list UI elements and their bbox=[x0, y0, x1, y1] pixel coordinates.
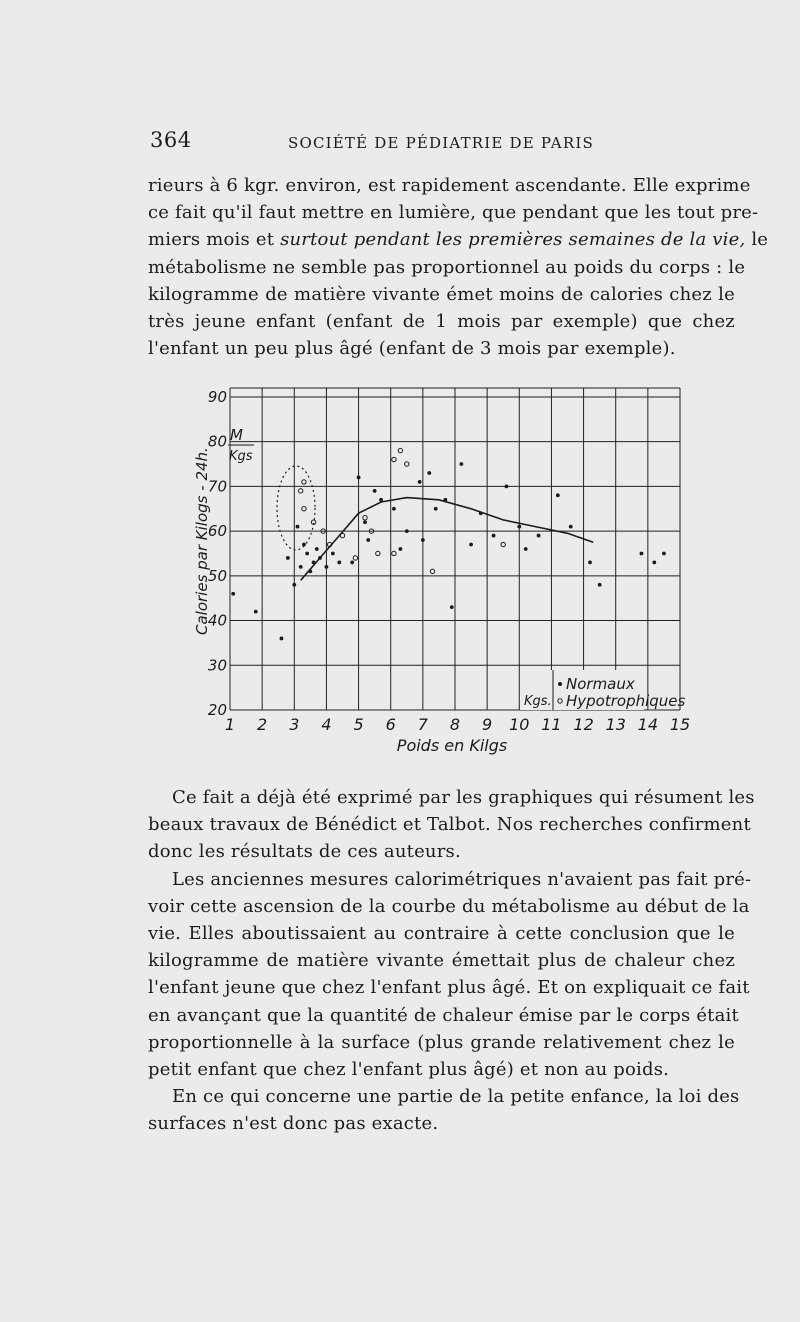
data-point-normal bbox=[569, 525, 573, 529]
x-axis-label: Poids en Kilgs bbox=[396, 736, 508, 755]
y-tick-label: 20 bbox=[207, 701, 227, 719]
data-point-hypotrophic bbox=[363, 515, 367, 519]
text-segment: miers mois et bbox=[148, 229, 281, 251]
data-point-normal bbox=[418, 480, 422, 484]
data-point-normal bbox=[652, 561, 656, 565]
data-point-normal bbox=[357, 476, 361, 480]
text-line: surfaces n'est donc pas exacte. bbox=[148, 1113, 439, 1135]
data-point-normal bbox=[280, 637, 284, 641]
x-tick-label: 1 bbox=[224, 715, 236, 734]
text-line: rieurs à 6 kgr. environ, est rapidement ascendante. Elle exprime bbox=[148, 175, 751, 196]
text-line-with-italic bbox=[148, 226, 769, 253]
data-point-normal bbox=[517, 525, 521, 529]
cluster-ellipse bbox=[277, 466, 315, 550]
data-point-normal bbox=[337, 561, 341, 565]
x-tick-label: 14 bbox=[637, 715, 659, 734]
data-point-normal bbox=[315, 547, 319, 551]
x-tick-label: 15 bbox=[669, 715, 691, 734]
data-point-normal bbox=[254, 610, 258, 614]
data-points bbox=[231, 448, 666, 640]
text-line: l'enfant un peu plus âgé (enfant de 3 mois par exemple). bbox=[148, 338, 676, 360]
data-point-normal bbox=[588, 561, 592, 565]
data-point-normal bbox=[312, 561, 316, 565]
text-line: en avançant que la quantité de chaleur émise par le corps était bbox=[148, 1004, 739, 1026]
text-line: métabolisme ne semble pas proportionnel au poids du corps : le bbox=[148, 256, 746, 278]
text-line: l'enfant jeune que chez l'enfant plus âgé. Et on expliquait ce fait bbox=[148, 977, 750, 999]
data-point-normal bbox=[662, 552, 666, 556]
trend-curve-path bbox=[301, 498, 594, 581]
data-point-hypotrophic bbox=[398, 448, 402, 452]
text-line: Les anciennes mesures calorimétriques n'avaient pas fait pré- bbox=[172, 868, 752, 890]
data-point-normal bbox=[392, 507, 396, 511]
y-tick-label: 60 bbox=[207, 522, 227, 541]
y-axis-label: Calories par Kilogs - 24h. bbox=[193, 447, 211, 635]
data-point-hypotrophic bbox=[501, 542, 505, 546]
text-line: très jeune enfant (enfant de 1 mois par exemple) que chez bbox=[148, 311, 735, 333]
text-line: donc les résultats de ces auteurs. bbox=[148, 841, 461, 863]
data-point-normal bbox=[363, 520, 367, 524]
running-title: SOCIÉTÉ DE PÉDIATRIE DE PARIS bbox=[288, 134, 594, 152]
text-line: En ce qui concerne une partie de la petite enfance, la loi des bbox=[172, 1086, 740, 1108]
y-tick-label: 40 bbox=[207, 611, 227, 630]
data-point-normal bbox=[405, 529, 409, 533]
scatter-chart bbox=[150, 380, 710, 780]
data-point-hypotrophic bbox=[405, 462, 409, 466]
legend-hypotrophiques-label: Hypotrophiques bbox=[566, 692, 686, 710]
x-tick-label: 8 bbox=[449, 715, 461, 734]
data-point-hypotrophic bbox=[353, 556, 357, 560]
x-tick-label: 7 bbox=[417, 715, 428, 734]
data-point-normal bbox=[305, 552, 309, 556]
data-point-hypotrophic bbox=[302, 480, 306, 484]
data-point-normal bbox=[379, 498, 383, 502]
x-tick-label: 13 bbox=[605, 715, 626, 734]
metabolism-figure bbox=[150, 380, 710, 780]
data-point-normal bbox=[325, 565, 329, 569]
data-point-hypotrophic bbox=[340, 533, 344, 537]
x-tick-label: 11 bbox=[541, 715, 562, 734]
data-point-normal bbox=[308, 569, 312, 573]
data-point-hypotrophic bbox=[299, 489, 303, 493]
data-point-normal bbox=[640, 552, 644, 556]
page-number: 364 bbox=[150, 128, 192, 152]
data-point-normal bbox=[505, 484, 509, 488]
data-point-normal bbox=[556, 493, 560, 497]
data-point-normal bbox=[350, 561, 354, 565]
x-tick-label: 6 bbox=[385, 715, 396, 734]
data-point-normal bbox=[524, 547, 528, 551]
y-tick-label: 80 bbox=[207, 432, 227, 451]
legend-normaux-label: Normaux bbox=[566, 675, 635, 693]
data-point-hypotrophic bbox=[430, 569, 434, 573]
data-point-hypotrophic bbox=[392, 457, 396, 461]
data-point-normal bbox=[318, 556, 322, 560]
italic-phrase: surtout pendant les premières semaines de la vie, bbox=[280, 229, 746, 251]
data-point-normal bbox=[292, 583, 296, 587]
x-tick-label: 2 bbox=[257, 715, 268, 734]
text-line: kilogramme de matière vivante émettait plus de chaleur chez bbox=[148, 950, 735, 972]
x-tick-label: 3 bbox=[289, 715, 300, 734]
data-point-normal bbox=[231, 592, 235, 596]
y-tick-label: 70 bbox=[207, 477, 227, 496]
x-tick-label: 4 bbox=[321, 715, 332, 734]
data-point-normal bbox=[598, 583, 602, 587]
paragraph-1 bbox=[148, 172, 769, 362]
unit-label-bottom: Kgs bbox=[229, 449, 253, 464]
y-tick-label: 90 bbox=[207, 387, 227, 406]
data-point-normal bbox=[434, 507, 438, 511]
unit-label-top: M bbox=[230, 426, 243, 444]
data-point-normal bbox=[421, 538, 425, 542]
x-tick-label: 9 bbox=[482, 715, 493, 734]
corner-label: Kgs. bbox=[524, 694, 552, 709]
text-line: proportionnelle à la surface (plus grande relativement chez le bbox=[148, 1031, 735, 1053]
data-point-normal bbox=[443, 498, 447, 502]
data-point-hypotrophic bbox=[392, 551, 396, 555]
x-tick-label: 5 bbox=[353, 715, 364, 734]
text-line: kilogramme de matière vivante émet moins de calories chez le bbox=[148, 283, 735, 305]
data-point-normal bbox=[296, 525, 300, 529]
x-tick-label: 12 bbox=[573, 715, 594, 734]
data-point-normal bbox=[286, 556, 290, 560]
trend-curve bbox=[301, 498, 594, 581]
data-point-normal bbox=[460, 462, 464, 466]
data-point-normal bbox=[373, 489, 377, 493]
data-point-normal bbox=[398, 547, 402, 551]
paragraph-2 bbox=[148, 784, 755, 1138]
data-point-hypotrophic bbox=[302, 507, 306, 511]
data-point-normal bbox=[450, 605, 454, 609]
text-line: ce fait qu'il faut mettre en lumière, que pendant que les tout pre- bbox=[148, 202, 759, 224]
chart-grid bbox=[230, 388, 680, 710]
data-point-normal bbox=[366, 538, 370, 542]
text-line: petit enfant que chez l'enfant plus âgé) et non au poids. bbox=[148, 1059, 670, 1081]
data-point-normal bbox=[427, 471, 431, 475]
data-point-normal bbox=[492, 534, 496, 538]
y-tick-label: 50 bbox=[207, 566, 227, 585]
data-point-normal bbox=[299, 565, 303, 569]
data-point-normal bbox=[331, 552, 335, 556]
data-point-normal bbox=[537, 534, 541, 538]
x-tick-label: 10 bbox=[509, 715, 530, 734]
text-line: voir cette ascension de la courbe du métabolisme au début de la bbox=[148, 895, 750, 917]
text-line: vie. Elles aboutissaient au contraire à cette conclusion que le bbox=[148, 923, 735, 945]
data-point-normal bbox=[469, 543, 473, 547]
y-tick-label: 30 bbox=[207, 656, 227, 675]
text-line: beaux travaux de Bénédict et Talbot. Nos recherches confirment bbox=[148, 814, 751, 836]
data-point-hypotrophic bbox=[376, 551, 380, 555]
legend-dot-symbol bbox=[558, 682, 562, 686]
text-line: Ce fait a déjà été exprimé par les graphiques qui résument les bbox=[172, 787, 755, 808]
text-segment: le bbox=[745, 229, 769, 251]
data-point-normal bbox=[479, 511, 483, 515]
